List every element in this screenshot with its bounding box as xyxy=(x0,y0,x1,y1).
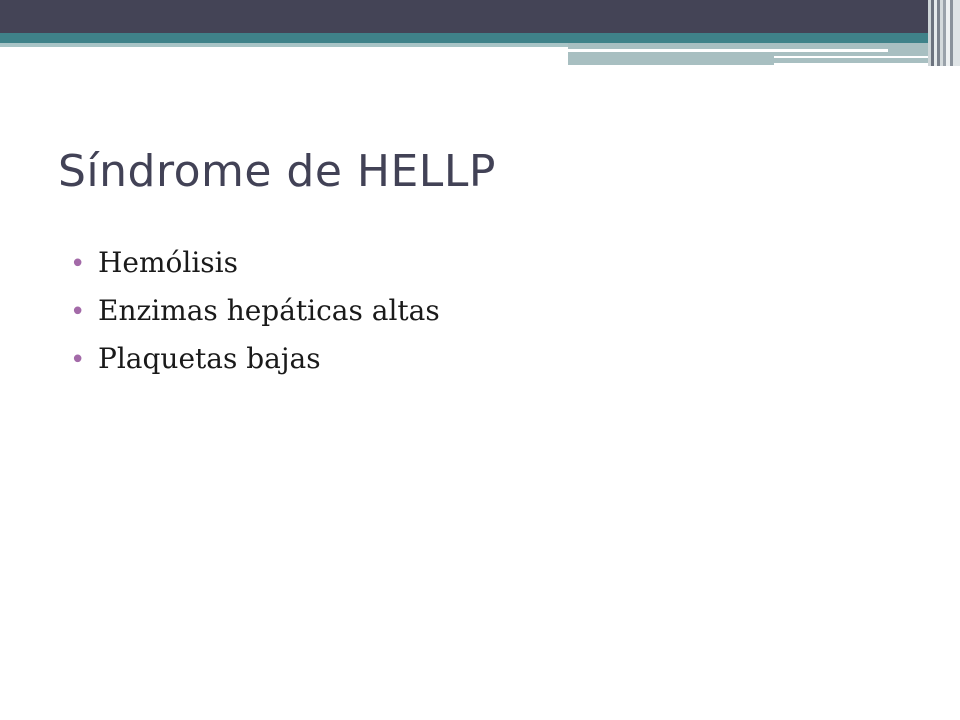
bullet-text: Hemólisis xyxy=(98,246,238,279)
bullet-dot-icon: • xyxy=(70,297,86,327)
header-banner-teal xyxy=(0,33,960,43)
bullet-dot-icon: • xyxy=(70,345,86,375)
header-banner-accent xyxy=(0,43,568,47)
bullet-dot-icon: • xyxy=(70,249,86,279)
bullet-list xyxy=(70,246,440,390)
header-block-left xyxy=(568,43,774,65)
slide-title: Síndrome de HELLP xyxy=(58,146,496,197)
header-stripes-decoration xyxy=(928,0,960,66)
bullet-item xyxy=(70,294,440,342)
header-block-right xyxy=(774,43,944,63)
bullet-text: Plaquetas bajas xyxy=(98,342,321,375)
header-divider-line xyxy=(568,49,888,52)
header-banner-dark xyxy=(0,0,960,33)
bullet-item xyxy=(70,342,440,390)
header-divider-line-secondary xyxy=(774,56,944,58)
bullet-text: Enzimas hepáticas altas xyxy=(98,294,440,327)
bullet-item xyxy=(70,246,440,294)
